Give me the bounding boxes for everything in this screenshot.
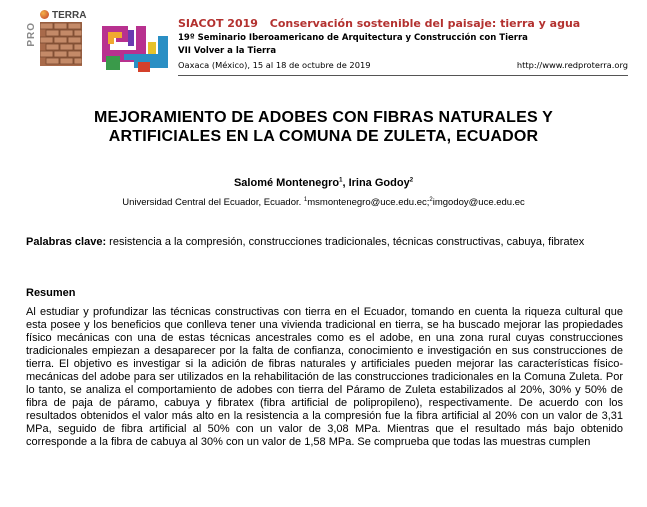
affiliation-text: Universidad Central del Ecuador, Ecuador. (122, 197, 304, 209)
logo-pro-word: PRO (26, 22, 37, 47)
title-line-1: MEJORAMIENTO DE ADOBES CON FIBRAS NATURALES Y (93, 109, 554, 126)
header-divider (178, 75, 628, 76)
proterra-dot-icon (40, 10, 49, 19)
conference-name: SIACOT 2019 (178, 17, 258, 30)
author-1: Salomé Montenegro (233, 177, 340, 189)
location-line (178, 58, 628, 72)
proterra-logo (26, 8, 86, 68)
author-list (40, 177, 607, 189)
brick-wall-icon (40, 22, 82, 66)
title-line-2: ARTIFICIALES EN LA COMUNA DE ZULETA, ECUADOR (108, 128, 539, 145)
paper-title (40, 108, 607, 146)
seminar-subtitle: VII Volver a la Tierra (178, 46, 277, 56)
siacot-logo (98, 22, 170, 76)
resumen-heading: Resumen (26, 287, 76, 299)
email-2[interactable]: imgodoy@uce.edu.ec (432, 197, 525, 209)
conference-header (178, 16, 628, 72)
email-2-sup: 2 (429, 197, 433, 203)
author-separator: , (342, 177, 349, 189)
keywords-paragraph (26, 236, 623, 249)
affiliation (40, 197, 607, 208)
email-1[interactable]: msmontenegro@uce.edu.ec; (307, 197, 430, 209)
logo-terra-word: TERRA (52, 10, 87, 21)
abstract-text: Al estudiar y profundizar las técnicas constructivas con tierra en el Ecuador, tomando en cuenta la riqueza cultural que esta posee y los beneficios que conlleva tener una vivienda tradicional en tierra, se ha buscado mejorar las propiedades físico mecánicas con una de estas técnicas ancestrales como es el adobe, en una zona rural cuyas construcciones tradicionales empiezan a desaparecer por la falta de confianza, conocimiento e investigación en sus construcciones de tierra. El objetivo es investigar si la adición de fibras naturales y artificiales pueden mejorar las características físico-mecánicas del adobe para ser utilizados en la rehabilitación de las construcciones tradicionales en la Comuna Zuleta. Por lo tanto, se analiza el comportamiento de adobes con tierra del Páramo de Zuleta estabilizados al 20%, 30% y 50% de fibra de paja de páramo, cabuya y fibratex (fibra artificial de polipropileno), respectivamente. De acuerdo con los resultados obtenidos el valor más alto en la resistencia a la compresión fue la fibra artificial al 20% con un valor de 3,31 MPa, seguido de fibra artificial al 50% con un valor de 3,08 MPa. Mientras que el resultado más bajo obtenido corresponde a la fibra de cabuya al 30% con un valor de 1,58 MPa. Se comprueba que todas las muestras cumplen (26, 306, 623, 448)
email-1-sup: 1 (303, 197, 308, 203)
keywords-text: resistencia a la compresión, construcciones tradicionales, técnicas constructivas, cabuya, fibratex (106, 236, 585, 248)
seminar-name: 19º Seminario Iberoamericano de Arquitectura y Construcción con Tierra (178, 33, 528, 43)
conference-theme: Conservación sostenible del paisaje: tierra y agua (269, 17, 581, 30)
author-2: Irina Godoy (348, 177, 410, 189)
author-2-sup: 2 (409, 177, 414, 184)
location-dates: Oaxaca (México), 15 al 18 de octubre de 2019 (178, 60, 371, 70)
keywords-label: Palabras clave: (26, 236, 107, 248)
website-link[interactable]: http://www.redproterra.org (516, 60, 628, 70)
author-1-sup: 1 (339, 177, 343, 184)
conference-title-line (178, 16, 628, 32)
